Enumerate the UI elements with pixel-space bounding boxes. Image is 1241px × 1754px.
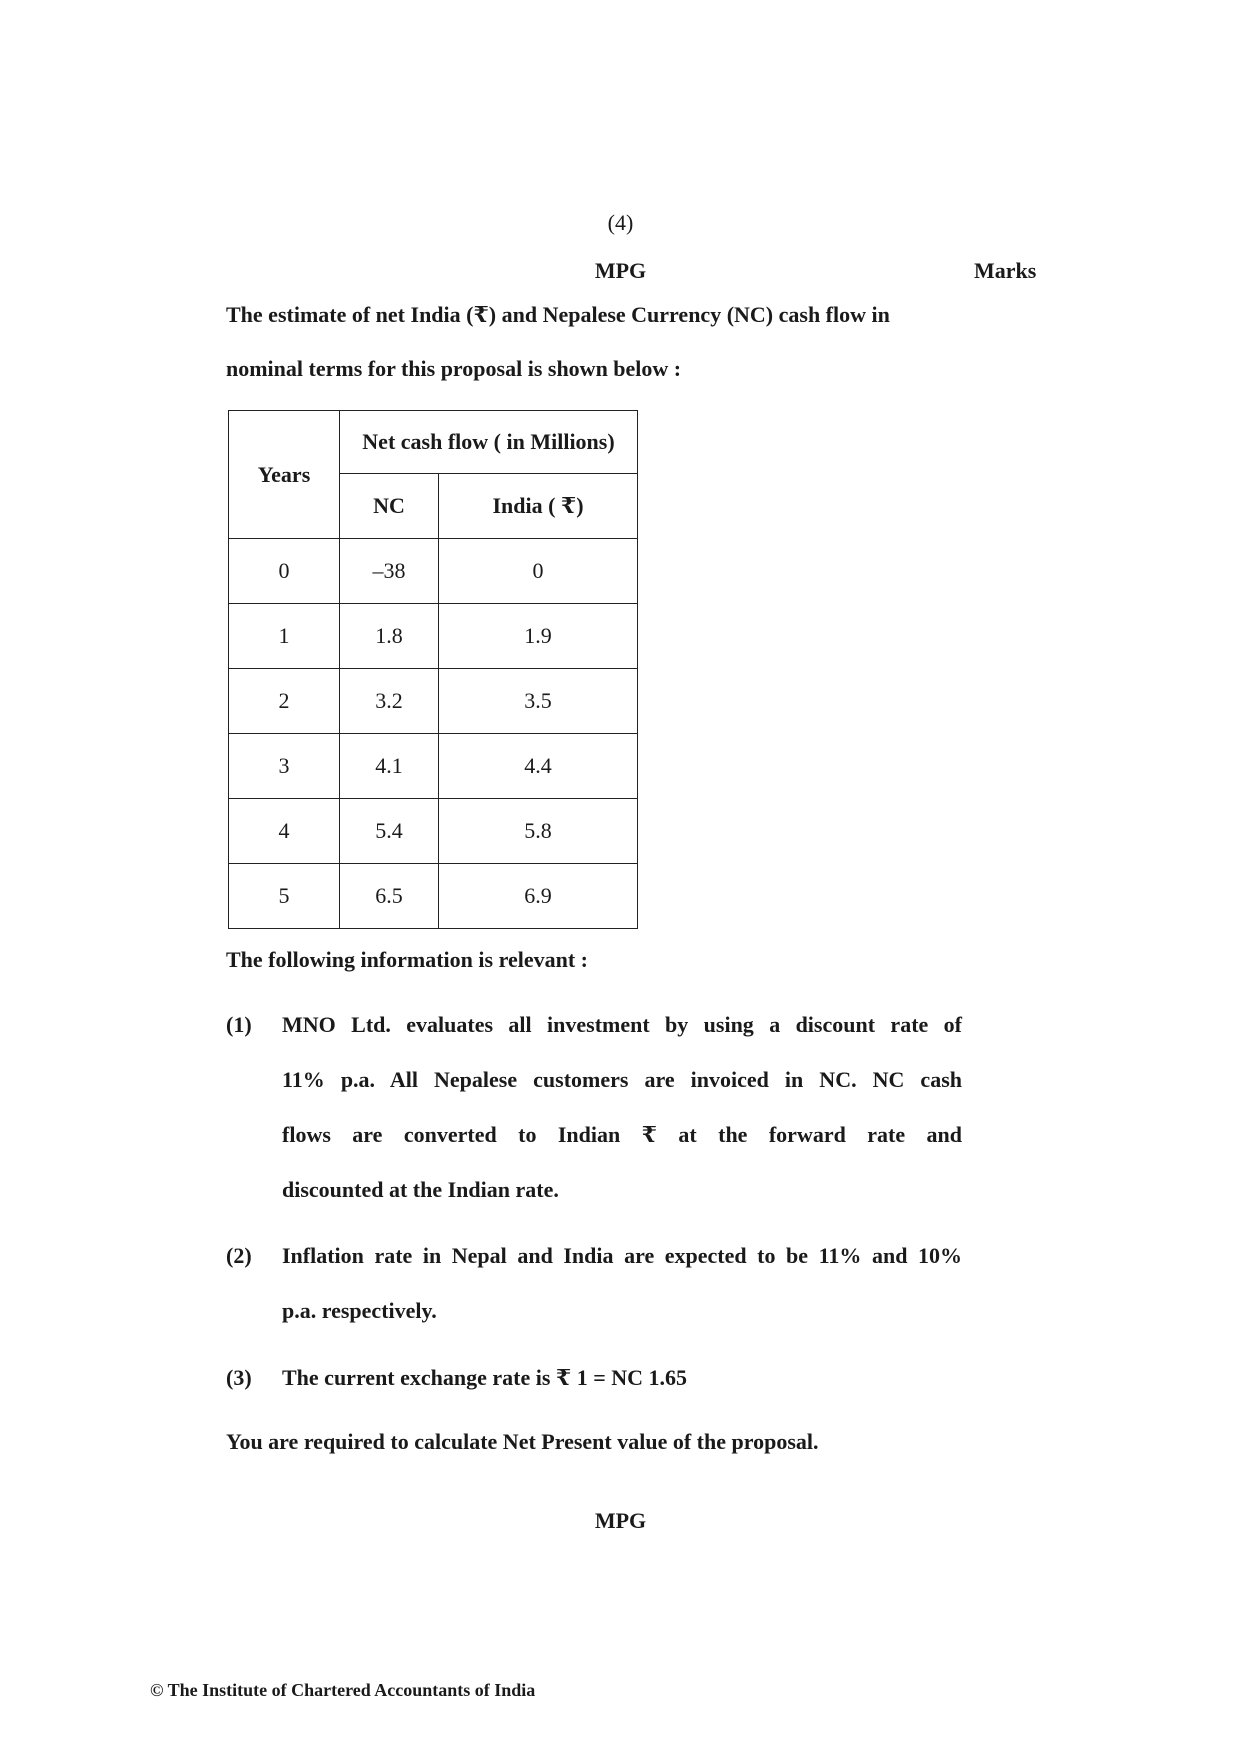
item-line: discounted at the Indian rate. (282, 1177, 559, 1202)
intro-line-2: nominal terms for this proposal is shown below : (226, 356, 682, 381)
item-number: (1) (226, 1012, 252, 1037)
cash-flow-table (228, 410, 638, 929)
table-row (229, 864, 638, 929)
year-cell: 3 (229, 734, 340, 799)
relevant-heading: The following information is relevant : (226, 947, 588, 972)
required-statement: You are required to calculate Net Present value of the proposal. (226, 1429, 819, 1454)
item-line: flows are converted to Indian ₹ at the forward rate and (282, 1122, 962, 1147)
item-line: MNO Ltd. evaluates all investment by using a discount rate of (282, 1012, 962, 1037)
india-cell: 3.5 (439, 669, 638, 734)
page-number: (4) (607, 210, 634, 235)
table-row (229, 669, 638, 734)
table-row (229, 734, 638, 799)
nc-cell: 4.1 (340, 734, 439, 799)
nc-header: NC (340, 474, 439, 539)
india-header: India ( ₹) (439, 474, 638, 539)
nc-cell: 6.5 (340, 864, 439, 929)
paper-code-footer: MPG (594, 1508, 647, 1533)
nc-cell: 1.8 (340, 604, 439, 669)
item-number: (2) (226, 1243, 252, 1268)
year-cell: 2 (229, 669, 340, 734)
table-header-row (229, 411, 638, 474)
paper-code-header: MPG (594, 258, 647, 283)
item-line: 11% p.a. All Nepalese customers are invoiced in NC. NC cash (282, 1067, 962, 1092)
table-row (229, 799, 638, 864)
table-row (229, 539, 638, 604)
intro-line-1: The estimate of net India (₹) and Nepalese Currency (NC) cash flow in (226, 302, 890, 327)
india-cell: 1.9 (439, 604, 638, 669)
nc-cell: –38 (340, 539, 439, 604)
india-cell: 4.4 (439, 734, 638, 799)
years-header: Years (229, 411, 340, 539)
year-cell: 4 (229, 799, 340, 864)
marks-column-label: Marks (974, 258, 1037, 283)
item-line: The current exchange rate is ₹ 1 = NC 1.65 (282, 1365, 688, 1390)
india-cell: 6.9 (439, 864, 638, 929)
table-row (229, 604, 638, 669)
india-cell: 0 (439, 539, 638, 604)
year-cell: 0 (229, 539, 340, 604)
item-line: Inflation rate in Nepal and India are expected to be 11% and 10% (282, 1243, 962, 1268)
year-cell: 5 (229, 864, 340, 929)
nc-cell: 3.2 (340, 669, 439, 734)
item-number: (3) (226, 1365, 252, 1390)
copyright-notice: © The Institute of Chartered Accountants of India (150, 1680, 536, 1700)
year-cell: 1 (229, 604, 340, 669)
india-cell: 5.8 (439, 799, 638, 864)
nc-cell: 5.4 (340, 799, 439, 864)
net-cash-flow-header: Net cash flow ( in Millions) (340, 411, 638, 474)
item-line: p.a. respectively. (282, 1298, 437, 1323)
